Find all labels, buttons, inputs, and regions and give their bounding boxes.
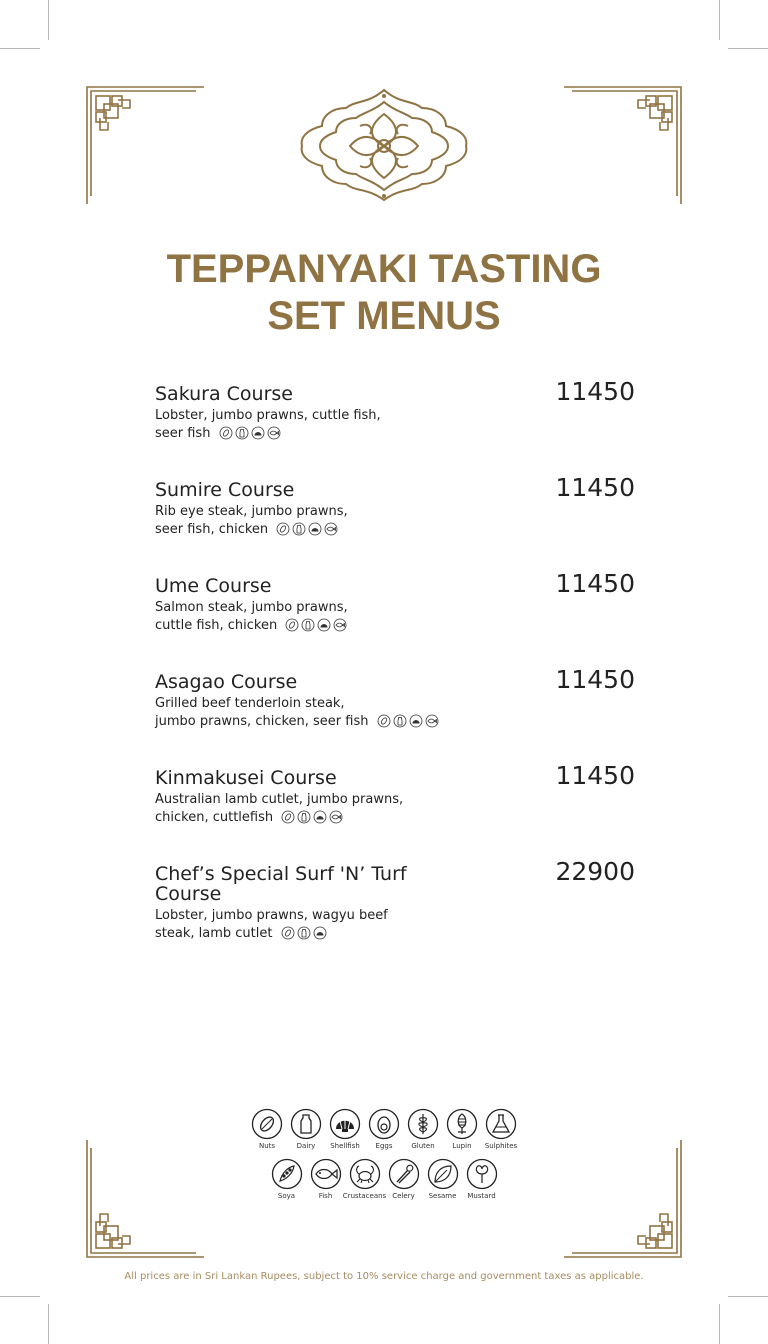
menu-item-description-line: Lobster, jumbo prawns, cuttle fish, — [155, 408, 381, 423]
dairy-icon — [301, 618, 315, 632]
menu-item-description-line: chicken, cuttlefish — [155, 810, 274, 825]
menu-item-name-line: Course — [155, 883, 222, 905]
menu-item-name: Kinmakusei Course — [155, 767, 337, 789]
legend-nuts — [248, 1108, 287, 1150]
gluten-icon — [407, 1108, 439, 1140]
legend-label: Eggs — [375, 1142, 393, 1150]
eggs-icon — [368, 1108, 400, 1140]
menu-item-description-line: cuttle fish, chicken — [155, 618, 278, 633]
menu-item-description-line: seer fish, chicken — [155, 522, 269, 537]
dairy-icon — [393, 714, 407, 728]
crop-mark — [0, 1296, 40, 1297]
crustaceans-icon — [349, 1158, 381, 1190]
sesame-icon — [427, 1158, 459, 1190]
legend-label: Soya — [277, 1192, 296, 1200]
crop-mark — [0, 48, 40, 49]
sulphites-icon — [485, 1108, 517, 1140]
fish-icon — [425, 714, 439, 728]
shellfish-icon — [251, 426, 265, 440]
legend-mustard — [462, 1158, 501, 1200]
legend-eggs — [365, 1108, 404, 1150]
title-line-1: TEPPANYAKI TASTING — [166, 247, 602, 291]
legend-label: Sulphites — [484, 1142, 518, 1150]
menu-item-description-line: steak, lamb cutlet — [155, 926, 273, 941]
allergen-icons — [276, 522, 340, 542]
shellfish-icon — [329, 1108, 361, 1140]
legend-sulphites — [482, 1108, 521, 1150]
legend-shellfish — [326, 1108, 365, 1150]
crop-mark — [48, 0, 49, 40]
legend-label: Gluten — [411, 1142, 435, 1150]
legend-label: Sesame — [428, 1192, 457, 1200]
crop-mark — [719, 0, 720, 40]
legend-fish — [306, 1158, 345, 1200]
menu-item-price: 11450 — [555, 377, 635, 406]
nuts-icon — [377, 714, 391, 728]
menu-item-name: Ume Course — [155, 575, 272, 597]
menu-item-name-line: Chef’s Special Surf 'N’ Turf — [155, 863, 407, 885]
menu-item-surf-n-turf — [155, 857, 635, 946]
menu-item-description — [155, 503, 455, 542]
shellfish-icon — [317, 618, 331, 632]
legend-gluten — [404, 1108, 443, 1150]
dairy-icon — [297, 810, 311, 824]
menu-item-description-line: Australian lamb cutlet, jumbo prawns, — [155, 792, 404, 807]
menu-item-sumire — [155, 473, 635, 542]
corner-ornament-top-left — [86, 86, 206, 206]
menu-item-description — [155, 407, 455, 446]
legend-dairy — [287, 1108, 326, 1150]
menu-item-description-line: seer fish — [155, 426, 211, 441]
legend-label: Lupin — [452, 1142, 472, 1150]
nuts-icon — [281, 926, 295, 940]
menu-item-description — [155, 695, 495, 734]
allergen-icons — [377, 714, 441, 734]
fish-icon — [310, 1158, 342, 1190]
mustard-icon — [466, 1158, 498, 1190]
allergen-icons — [219, 426, 283, 446]
dairy-icon — [235, 426, 249, 440]
shellfish-icon — [308, 522, 322, 536]
nuts-icon — [276, 522, 290, 536]
shellfish-icon — [313, 926, 327, 940]
nuts-icon — [285, 618, 299, 632]
allergen-legend-row — [246, 1108, 522, 1150]
ornamental-lotus-emblem-icon — [298, 86, 470, 204]
menu-item-description-line: jumbo prawns, chicken, seer fish — [155, 714, 369, 729]
crop-mark — [719, 1304, 720, 1344]
crop-mark — [728, 48, 768, 49]
fish-icon — [333, 618, 347, 632]
legend-label: Mustard — [467, 1192, 496, 1200]
menu-item-description — [155, 907, 455, 946]
fish-icon — [324, 522, 338, 536]
menu-item-name: Sumire Course — [155, 479, 295, 501]
page-title — [0, 246, 768, 340]
fish-icon — [267, 426, 281, 440]
allergen-icons — [281, 926, 329, 946]
menu-item-price: 11450 — [555, 473, 635, 502]
legend-label: Crustaceans — [342, 1192, 387, 1200]
menu-item-price: 22900 — [555, 857, 635, 886]
soya-icon — [271, 1158, 303, 1190]
price-disclaimer: All prices are in Sri Lankan Rupees, subject to 10% service charge and government taxes as applicable. — [124, 1271, 644, 1282]
menu-item-kinmakusei — [155, 761, 635, 830]
nuts-icon — [251, 1108, 283, 1140]
corner-ornament-top-right — [562, 86, 682, 206]
shellfish-icon — [313, 810, 327, 824]
menu-item-description — [155, 599, 455, 638]
nuts-icon — [281, 810, 295, 824]
legend-crustaceans — [342, 1158, 387, 1200]
fish-icon — [329, 810, 343, 824]
nuts-icon — [219, 426, 233, 440]
allergen-icons — [281, 810, 345, 830]
dairy-icon — [292, 522, 306, 536]
menu-item-description-line: Salmon steak, jumbo prawns, — [155, 600, 348, 615]
allergen-icons — [285, 618, 349, 638]
dairy-icon — [290, 1108, 322, 1140]
menu-item-price: 11450 — [555, 569, 635, 598]
allergen-legend-row — [246, 1158, 522, 1200]
menu-item-description — [155, 791, 455, 830]
corner-ornament-bottom-left — [86, 1138, 206, 1258]
menu-item-asagao — [155, 665, 635, 734]
legend-label: Nuts — [258, 1142, 276, 1150]
celery-icon — [388, 1158, 420, 1190]
crop-mark — [48, 1304, 49, 1344]
legend-lupin — [443, 1108, 482, 1150]
menu-item-sakura — [155, 377, 635, 446]
legend-label: Dairy — [296, 1142, 316, 1150]
menu-item-description-line: Rib eye steak, jumbo prawns, — [155, 504, 348, 519]
legend-sesame — [423, 1158, 462, 1200]
menu-item-ume — [155, 569, 635, 638]
dairy-icon — [297, 926, 311, 940]
menu-item-description-line: Grilled beef tenderloin steak, — [155, 696, 345, 711]
menu-item-name — [155, 864, 415, 904]
shellfish-icon — [409, 714, 423, 728]
menu-item-price: 11450 — [555, 665, 635, 694]
corner-ornament-bottom-right — [562, 1138, 682, 1258]
menu-item-name: Sakura Course — [155, 383, 293, 405]
legend-label: Celery — [392, 1192, 415, 1200]
legend-label: Shellfish — [330, 1142, 360, 1150]
crop-mark — [728, 1296, 768, 1297]
lupin-icon — [446, 1108, 478, 1140]
menu-item-description-line: Lobster, jumbo prawns, wagyu beef — [155, 908, 388, 923]
title-line-2: SET MENUS — [267, 294, 501, 338]
legend-soya — [267, 1158, 306, 1200]
allergen-legend — [246, 1108, 522, 1200]
legend-label: Fish — [318, 1192, 333, 1200]
menu-item-price: 11450 — [555, 761, 635, 790]
legend-celery — [384, 1158, 423, 1200]
menu-item-name: Asagao Course — [155, 671, 298, 693]
